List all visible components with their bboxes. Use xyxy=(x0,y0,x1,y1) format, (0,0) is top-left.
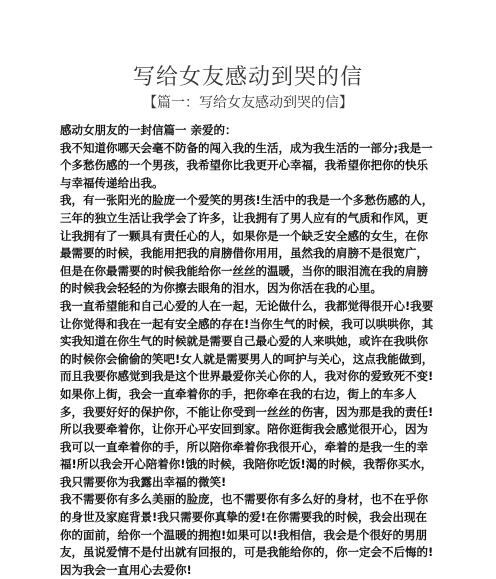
document-title: 写给女友感动到哭的信 xyxy=(132,65,363,90)
paragraph: 我不知道你哪天会毫不防备的闯入我的生活，成为我生活的一部分;我是一个多愁伤感的一个男孩，我希望你比我更开心幸福，我希望你把你的快乐与幸福传递给出我。 xyxy=(60,140,433,190)
paragraph: 我一直希望能和自己心爱的人在一起，无论做什么，我都觉得很开心!我要让你觉得和我在一起有安全感的存在!当你生气的时候，我可以哄哄你，其实我知道在你生气的时候就是需要自己最心爱的人来哄她，或许在我哄你的时候你会偷偷的笑吧!女人就是需要男人的呵护与关心，这点我能做到，而且我要你感觉到我是这个世界最爱你关心你的人，我对你的爱致死不变! xyxy=(60,298,434,384)
document-subtitle: 【篇一：写给女友感动到哭的信】 xyxy=(143,95,353,111)
paragraph: 我，有一张阳光的脸庞一个爱笑的男孩!生活中的我是一个多愁伤感的人，三年的独立生活让我学会了许多，让我拥有了男人应有的气质和作风，更让我拥有了一颗具有责任心的人，如果你是一个缺乏安全感的女生，在你最需要的时候，我能用把我的肩膀借你用用，虽然我的肩膀不是很宽广，但是在你最需要的时候我能给你一丝丝的温暖，当你的眼泪流在我的肩膀的时候我会轻轻的为你擦去眼角的泪水，因为你活在我的心里。 xyxy=(60,193,434,296)
paragraph: 如果你上街，我会一直牵着你的手，把你牵在我的右边，街上的车多人多，我要好好的保护你，不能让你受到一丝丝的伤害，因为那是我的责任!所以我要牵着你，让你开心平安回到家。陪你逛街我会感觉很开心，因为我可以一直牵着你的手，所以陪你牵着你我很开心，牵着的是我一生的幸福!所以我会开心陪着你!饿的时候，我陪你吃饭!渴的时候，我帮你买水，我只需要你为我露出幸福的微笑! xyxy=(60,386,434,489)
paragraph: 我不需要你有多么美丽的脸庞，也不需要你有多么好的身材，也不在乎你的身世及家庭背景!我只需要你真挚的爱!在你需要我的时候，我会出现在你的面前，给你一个温暖的拥抱!如果可以!我相信，我会是个很好的男朋友，虽说爱情不是付出就有回报的，可是我能给你的，你一定会不后悔的!因为我会一直用心去爱你! xyxy=(60,492,434,577)
document-body xyxy=(60,122,436,579)
paragraph-greeting: 感动女朋友的一封信篇一 亲爱的： xyxy=(60,123,237,137)
